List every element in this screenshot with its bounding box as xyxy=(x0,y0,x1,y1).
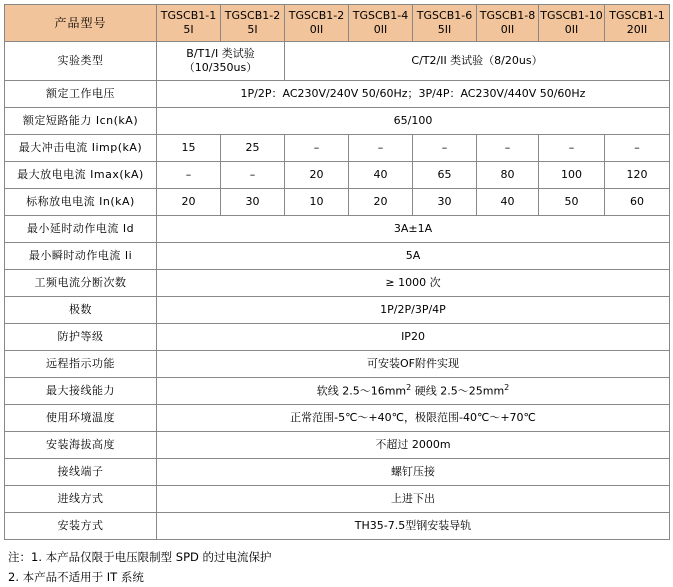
table-row xyxy=(5,432,670,459)
row-label: 实验类型 xyxy=(5,42,157,81)
row-value-cell: 40 xyxy=(349,162,413,189)
table-row xyxy=(5,42,670,81)
row-label: 使用环境温度 xyxy=(5,405,157,432)
row-value-cell: 20 xyxy=(157,189,221,216)
row-value-cell: – xyxy=(413,135,477,162)
row-label: 远程指示功能 xyxy=(5,351,157,378)
header-model-cell: TGSCB1-80II xyxy=(477,5,539,42)
row-value-cell: 可安装OF附件实现 xyxy=(157,351,670,378)
row-label: 极数 xyxy=(5,297,157,324)
note-line-1: 注：1. 本产品仅限于电压限制型 SPD 的过电流保护 xyxy=(8,550,272,564)
row-label: 最大冲击电流 Iimp(kA) xyxy=(5,135,157,162)
row-label: 进线方式 xyxy=(5,486,157,513)
table-row xyxy=(5,189,670,216)
header-model-cell: TGSCB1-20II xyxy=(285,5,349,42)
row-label: 最大放电电流 Imax(kA) xyxy=(5,162,157,189)
row-label: 接线端子 xyxy=(5,459,157,486)
row-value-cell: 软线 $2.5\sim 16mm^2$ 硬线 $2.5\sim 25mm^2$ xyxy=(157,378,670,405)
row-value-cell: 1P/2P：AC230V/240V 50/60Hz；3P/4P：AC230V/440V 50/60Hz xyxy=(157,81,670,108)
table-row xyxy=(5,216,670,243)
row-value-cell: 100 xyxy=(539,162,605,189)
row-value-cell: – xyxy=(221,162,285,189)
table-row xyxy=(5,459,670,486)
row-value-cell: IP20 xyxy=(157,324,670,351)
table-row xyxy=(5,297,670,324)
header-label-cell: 产品型号 xyxy=(5,5,157,42)
row-value-cell: 60 xyxy=(605,189,670,216)
row-value-cell: 15 xyxy=(157,135,221,162)
row-value-cell: – xyxy=(477,135,539,162)
row-label: 安装方式 xyxy=(5,513,157,540)
row-label: 最小延时动作电流 Id xyxy=(5,216,157,243)
row-value-cell: 20 xyxy=(349,189,413,216)
specification-table xyxy=(4,4,670,540)
row-label: 工频电流分断次数 xyxy=(5,270,157,297)
row-value-cell: 40 xyxy=(477,189,539,216)
row-value-cell: 10 xyxy=(285,189,349,216)
row-value-cell: 20 xyxy=(285,162,349,189)
table-row xyxy=(5,81,670,108)
row-label: 防护等级 xyxy=(5,324,157,351)
table-row xyxy=(5,486,670,513)
row-value-cell: 不超过 2000m xyxy=(157,432,670,459)
row-label: 标称放电电流 In(kA) xyxy=(5,189,157,216)
row-value-cell: 3A±1A xyxy=(157,216,670,243)
row-value-cell: 25 xyxy=(221,135,285,162)
row-value-cell: 50 xyxy=(539,189,605,216)
table-row xyxy=(5,513,670,540)
table-row xyxy=(5,162,670,189)
row-value-right: C/T2/II 类试验（8/20us） xyxy=(285,42,670,81)
row-value-cell: 80 xyxy=(477,162,539,189)
table-row xyxy=(5,324,670,351)
row-value-cell: 120 xyxy=(605,162,670,189)
table-row xyxy=(5,270,670,297)
header-model-cell: TGSCB1-25I xyxy=(221,5,285,42)
row-value-cell: 正常范围-5℃～+40℃，极限范围-40℃～+70℃ xyxy=(157,405,670,432)
row-value-cell: 65 xyxy=(413,162,477,189)
row-value-cell: 30 xyxy=(221,189,285,216)
row-label: 安装海拔高度 xyxy=(5,432,157,459)
table-row xyxy=(5,351,670,378)
table-header-row xyxy=(5,5,670,42)
note-line-2: 2. 本产品不适用于 IT 系统 xyxy=(8,569,144,584)
row-label: 最小瞬时动作电流 Ii xyxy=(5,243,157,270)
row-value-cell: 5A xyxy=(157,243,670,270)
table-row xyxy=(5,378,670,405)
header-model-cell: TGSCB1-100II xyxy=(539,5,605,42)
row-value-cell: 30 xyxy=(413,189,477,216)
header-model-cell: TGSCB1-120II xyxy=(605,5,670,42)
row-value-cell: – xyxy=(605,135,670,162)
table-row xyxy=(5,243,670,270)
row-value-cell: – xyxy=(285,135,349,162)
row-label: 最大接线能力 xyxy=(5,378,157,405)
row-value-cell: – xyxy=(157,162,221,189)
row-label: 额定短路能力 Icn(kA) xyxy=(5,108,157,135)
row-value-cell: 65/100 xyxy=(157,108,670,135)
header-model-cell: TGSCB1-15I xyxy=(157,5,221,42)
header-model-cell: TGSCB1-65II xyxy=(413,5,477,42)
notes-block xyxy=(8,548,669,587)
header-model-cell: TGSCB1-40II xyxy=(349,5,413,42)
row-value-cell: TH35-7.5型钢安装导轨 xyxy=(157,513,670,540)
row-value-cell: 上进下出 xyxy=(157,486,670,513)
row-value-cell: ≥ 1000 次 xyxy=(157,270,670,297)
table-row xyxy=(5,108,670,135)
table-row xyxy=(5,405,670,432)
row-value-cell: – xyxy=(539,135,605,162)
row-value-cell: 1P/2P/3P/4P xyxy=(157,297,670,324)
row-value-cell: 螺钉压接 xyxy=(157,459,670,486)
row-value-cell: – xyxy=(349,135,413,162)
row-label: 额定工作电压 xyxy=(5,81,157,108)
row-value-left: B/T1/I 类试验 （10/350us） xyxy=(157,42,285,81)
table-row xyxy=(5,135,670,162)
